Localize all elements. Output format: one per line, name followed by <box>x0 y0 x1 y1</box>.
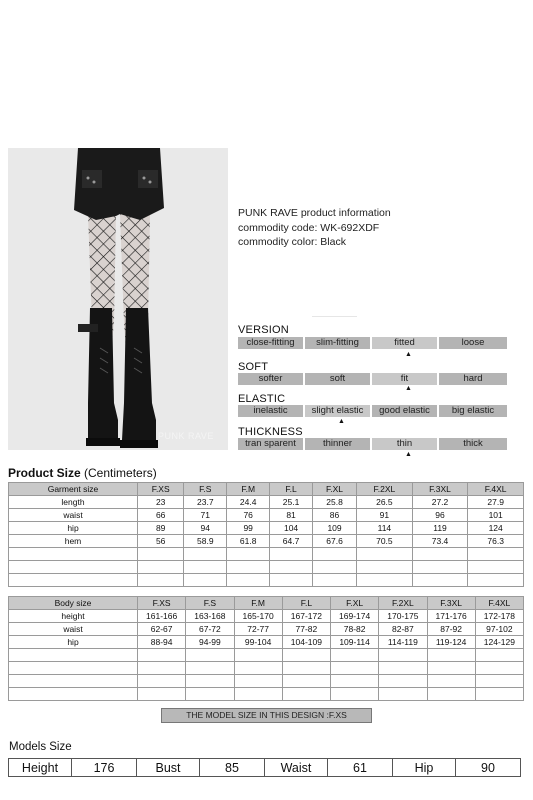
table-cell <box>282 649 330 662</box>
table-cell <box>475 649 523 662</box>
product-info <box>238 206 391 250</box>
table-cell <box>475 688 523 701</box>
row-label-cell <box>9 662 138 675</box>
models-value-bust: 85 <box>200 759 265 777</box>
table-cell <box>379 662 427 675</box>
commodity-code: commodity code: WK-692XDF <box>238 221 380 234</box>
table-cell: 27.2 <box>412 496 468 509</box>
soft-marker-icon: ▲ <box>405 385 412 392</box>
table-cell: 86 <box>313 509 357 522</box>
table-cell <box>270 561 313 574</box>
table-row <box>9 610 524 623</box>
table-cell: 99 <box>227 522 270 535</box>
table-cell <box>184 548 227 561</box>
table-cell <box>475 675 523 688</box>
table-cell: 104 <box>270 522 313 535</box>
table-row <box>9 688 524 701</box>
table-cell <box>186 649 234 662</box>
header-cell: Body size <box>9 597 138 610</box>
row-label-cell: hem <box>9 535 138 548</box>
version-option-selected: fitted <box>372 337 437 349</box>
table-row <box>9 561 524 574</box>
table-cell <box>138 662 186 675</box>
table-cell: 172-178 <box>475 610 523 623</box>
table-cell: 27.9 <box>468 496 524 509</box>
elastic-option-selected: slight elastic <box>305 405 370 417</box>
divider <box>312 316 357 317</box>
table-cell: 77-82 <box>282 623 330 636</box>
table-cell: 61.8 <box>227 535 270 548</box>
row-label-cell: waist <box>9 509 138 522</box>
model-illustration <box>8 148 228 450</box>
table-cell <box>186 662 234 675</box>
header-cell: F.XS <box>138 483 184 496</box>
table-cell <box>331 688 379 701</box>
row-label-cell: height <box>9 610 138 623</box>
table-cell: 66 <box>138 509 184 522</box>
table-cell: 99-104 <box>234 636 282 649</box>
header-cell: F.M <box>234 597 282 610</box>
thickness-scale <box>238 438 509 450</box>
version-marker-icon: ▲ <box>405 351 412 358</box>
table-cell: 161-166 <box>138 610 186 623</box>
table-cell <box>227 574 270 587</box>
table-cell: 23 <box>138 496 184 509</box>
row-label-cell: hip <box>9 636 138 649</box>
version-title: VERSION <box>238 324 289 336</box>
table-cell <box>138 675 186 688</box>
table-row <box>9 496 524 509</box>
table-cell: 56 <box>138 535 184 548</box>
thickness-option-selected: thin <box>372 438 437 450</box>
table-cell: 101 <box>468 509 524 522</box>
table-cell <box>227 561 270 574</box>
table-cell: 64.7 <box>270 535 313 548</box>
table-header-row <box>9 483 524 496</box>
table-cell: 71 <box>184 509 227 522</box>
table-cell: 104-109 <box>282 636 330 649</box>
product-size-table <box>8 482 524 587</box>
version-scale <box>238 337 509 349</box>
table-cell <box>412 548 468 561</box>
table-cell <box>468 561 524 574</box>
elastic-title: ELASTIC <box>238 393 286 405</box>
table-cell: 97-102 <box>475 623 523 636</box>
table-cell <box>427 662 475 675</box>
elastic-option: big elastic <box>439 405 507 417</box>
models-value-waist: 61 <box>328 759 393 777</box>
table-cell <box>379 675 427 688</box>
table-cell <box>234 662 282 675</box>
header-cell: F.3XL <box>412 483 468 496</box>
table-cell <box>412 561 468 574</box>
table-cell <box>379 649 427 662</box>
soft-title: SOFT <box>238 361 269 373</box>
header-cell: F.4XL <box>475 597 523 610</box>
table-row <box>9 662 524 675</box>
version-option: loose <box>439 337 507 349</box>
table-cell: 171-176 <box>427 610 475 623</box>
table-cell <box>331 675 379 688</box>
table-cell: 89 <box>138 522 184 535</box>
table-cell <box>138 561 184 574</box>
table-cell: 88-94 <box>138 636 186 649</box>
header-cell: F.L <box>282 597 330 610</box>
table-cell: 76.3 <box>468 535 524 548</box>
row-label-cell <box>9 574 138 587</box>
table-cell <box>184 561 227 574</box>
thickness-title: THICKNESS <box>238 426 303 438</box>
table-cell <box>184 574 227 587</box>
table-cell <box>313 561 357 574</box>
header-cell: F.XS <box>138 597 186 610</box>
table-cell: 124-129 <box>475 636 523 649</box>
product-size-heading-unit: (Centimeters) <box>80 466 157 480</box>
table-cell <box>427 675 475 688</box>
header-cell: F.4XL <box>468 483 524 496</box>
table-cell: 81 <box>270 509 313 522</box>
header-cell: F.2XL <box>379 597 427 610</box>
soft-option: hard <box>439 373 507 385</box>
table-cell: 25.8 <box>313 496 357 509</box>
table-cell: 169-174 <box>331 610 379 623</box>
table-cell: 70.5 <box>357 535 413 548</box>
table-cell: 94-99 <box>186 636 234 649</box>
table-cell <box>427 688 475 701</box>
soft-scale <box>238 373 509 385</box>
header-cell: F.XL <box>331 597 379 610</box>
table-cell <box>234 675 282 688</box>
table-cell <box>234 688 282 701</box>
table-cell: 91 <box>357 509 413 522</box>
models-label-hip: Hip <box>393 759 456 777</box>
version-option: close-fitting <box>238 337 303 349</box>
table-cell: 62-67 <box>138 623 186 636</box>
elastic-option: inelastic <box>238 405 303 417</box>
table-cell: 73.4 <box>412 535 468 548</box>
thickness-option: thinner <box>305 438 370 450</box>
body-size-table <box>8 596 524 701</box>
table-cell: 67-72 <box>186 623 234 636</box>
header-cell: F.S <box>186 597 234 610</box>
table-cell: 72-77 <box>234 623 282 636</box>
models-size-table <box>8 758 521 777</box>
table-header-row <box>9 597 524 610</box>
table-cell <box>357 548 413 561</box>
soft-option: soft <box>305 373 370 385</box>
table-cell <box>468 548 524 561</box>
table-cell <box>331 649 379 662</box>
row-label-cell: length <box>9 496 138 509</box>
table-cell <box>282 675 330 688</box>
thickness-option: thick <box>439 438 507 450</box>
table-cell <box>357 561 413 574</box>
table-cell <box>138 688 186 701</box>
product-size-heading <box>8 466 157 480</box>
table-cell: 119-124 <box>427 636 475 649</box>
soft-option: softer <box>238 373 303 385</box>
table-row <box>9 574 524 587</box>
row-label-cell <box>9 649 138 662</box>
elastic-marker-icon: ▲ <box>338 418 345 425</box>
model-size-note: THE MODEL SIZE IN THIS DESIGN :F.XS <box>161 708 372 723</box>
header-cell: F.M <box>227 483 270 496</box>
header-cell: F.L <box>270 483 313 496</box>
table-cell <box>270 574 313 587</box>
table-cell: 24.4 <box>227 496 270 509</box>
table-cell: 76 <box>227 509 270 522</box>
models-size-row <box>9 759 521 777</box>
table-cell <box>234 649 282 662</box>
row-label-cell: hip <box>9 522 138 535</box>
table-row <box>9 535 524 548</box>
table-cell: 114-119 <box>379 636 427 649</box>
thickness-marker-icon: ▲ <box>405 451 412 458</box>
table-cell: 78-82 <box>331 623 379 636</box>
row-label-cell <box>9 561 138 574</box>
elastic-scale <box>238 405 509 417</box>
table-cell <box>427 649 475 662</box>
info-title: PUNK RAVE product information <box>238 207 391 219</box>
table-cell <box>186 675 234 688</box>
elastic-option: good elastic <box>372 405 437 417</box>
table-row <box>9 522 524 535</box>
table-cell: 23.7 <box>184 496 227 509</box>
table-cell: 119 <box>412 522 468 535</box>
version-option: slim-fitting <box>305 337 370 349</box>
table-row <box>9 649 524 662</box>
table-cell: 163-168 <box>186 610 234 623</box>
table-cell <box>313 548 357 561</box>
table-cell: 94 <box>184 522 227 535</box>
table-row <box>9 623 524 636</box>
table-cell: 58.9 <box>184 535 227 548</box>
models-value-hip: 90 <box>456 759 521 777</box>
models-size-title: Models Size <box>9 741 72 753</box>
models-label-bust: Bust <box>137 759 200 777</box>
table-cell <box>379 688 427 701</box>
header-cell: F.3XL <box>427 597 475 610</box>
table-cell: 114 <box>357 522 413 535</box>
header-cell: F.XL <box>313 483 357 496</box>
table-cell <box>186 688 234 701</box>
table-cell <box>282 688 330 701</box>
models-label-height: Height <box>9 759 72 777</box>
table-cell: 25.1 <box>270 496 313 509</box>
table-cell <box>282 662 330 675</box>
row-label-cell <box>9 675 138 688</box>
table-cell: 165-170 <box>234 610 282 623</box>
table-cell <box>331 662 379 675</box>
table-cell: 124 <box>468 522 524 535</box>
table-cell <box>138 649 186 662</box>
product-size-heading-label: Product Size <box>8 466 81 480</box>
brand-watermark: PUNK RAVE <box>158 431 214 441</box>
table-row <box>9 548 524 561</box>
table-cell: 87-92 <box>427 623 475 636</box>
table-cell <box>357 574 413 587</box>
table-cell: 67.6 <box>313 535 357 548</box>
header-cell: F.2XL <box>357 483 413 496</box>
table-cell: 109-114 <box>331 636 379 649</box>
table-cell <box>138 548 184 561</box>
table-row <box>9 636 524 649</box>
models-label-waist: Waist <box>265 759 328 777</box>
table-cell: 82-87 <box>379 623 427 636</box>
models-value-height: 176 <box>72 759 137 777</box>
table-cell <box>313 574 357 587</box>
table-row <box>9 675 524 688</box>
thickness-option: tran sparent <box>238 438 303 450</box>
row-label-cell: waist <box>9 623 138 636</box>
product-photo <box>8 148 228 450</box>
commodity-color: commodity color: Black <box>238 236 346 248</box>
soft-option-selected: fit <box>372 373 437 385</box>
table-cell: 167-172 <box>282 610 330 623</box>
table-cell <box>468 574 524 587</box>
table-cell: 96 <box>412 509 468 522</box>
table-cell: 26.5 <box>357 496 413 509</box>
table-cell: 170-175 <box>379 610 427 623</box>
header-cell: Garment size <box>9 483 138 496</box>
table-cell <box>227 548 270 561</box>
row-label-cell <box>9 548 138 561</box>
table-cell <box>475 662 523 675</box>
header-cell: F.S <box>184 483 227 496</box>
row-label-cell <box>9 688 138 701</box>
table-row <box>9 509 524 522</box>
table-cell <box>270 548 313 561</box>
table-cell <box>138 574 184 587</box>
table-cell: 109 <box>313 522 357 535</box>
table-cell <box>412 574 468 587</box>
